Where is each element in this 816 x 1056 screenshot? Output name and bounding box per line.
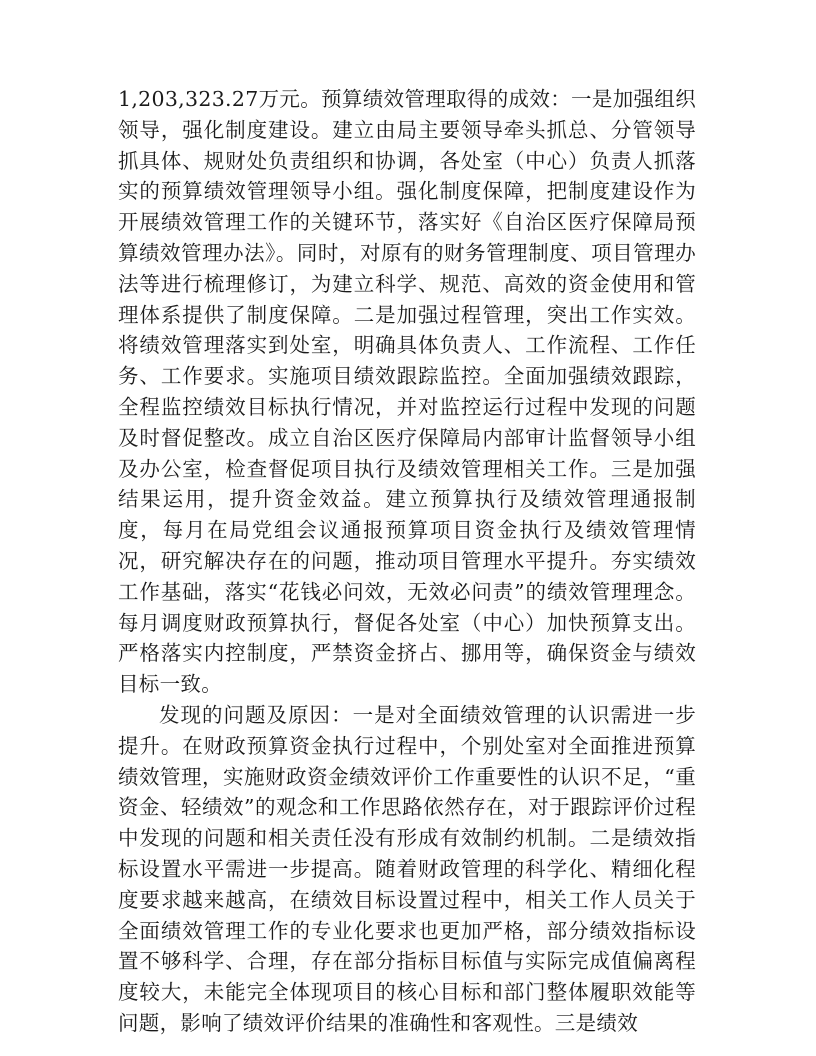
paragraph-problems: 发现的问题及原因：一是对全面绩效管理的认识需进一步提升。在财政预算资金执行过程中，个别处室对全面推进预算绩效管理，实施财政资金绩效评价工作重要性的认识不足，“重资金、轻绩效”的观念和工作思路依然存在，对于跟踪评价过程中发现的问题和相关责任没有形成有效制约机制。二是绩效指标设置水平需进一步提高。随着财政管理的科学化、精细化程度要求越来越高，在绩效目标设置过程中，相关工作人员关于全面绩效管理工作的专业化要求也更加严格，部分绩效指标设置不够科学、合理，存在部分指标目标值与实际完成值偏离程度较大，未能完全体现项目的核心目标和部门整体履职效能等问题，影响了绩效评价结果的准确性和客观性。三是绩效 — [118, 702, 696, 1035]
document-page — [118, 84, 696, 1039]
paragraph-achievements: 1,203,323.27万元。预算绩效管理取得的成效：一是加强组织领导，强化制度建设。建立由局主要领导牵头抓总、分管领导抓具体、规财处负责组织和协调，各处室（中心）负责人抓落实的预算绩效管理领导小组。强化制度保障，把制度建设作为开展绩效管理工作的关键环节，落实好《自治区医疗保障局预算绩效管理办法》。同时，对原有的财务管理制度、项目管理办法等进行梳理修订，为建立科学、规范、高效的资金使用和管理体系提供了制度保障。二是加强过程管理，突出工作实效。将绩效管理落实到处室，明确具体负责人、工作流程、工作任务、工作要求。实施项目绩效跟踪监控。全面加强绩效跟踪，全程监控绩效目标执行情况，并对监控运行过程中发现的问题及时督促整改。成立自治区医疗保障局内部审计监督领导小组及办公室，检查督促项目执行及绩效管理相关工作。三是加强结果运用，提升资金效益。建立预算执行及绩效管理通报制度，每月在局党组会议通报预算项目资金执行及绩效管理情况，研究解决存在的问题，推动项目管理水平提升。夯实绩效工作基础，落实“花钱必问效，无效必问责”的绩效管理理念。每月调度财政预算执行，督促各处室（中心）加快预算支出。严格落实内控制度，严禁资金挤占、挪用等，确保资金与绩效目标一致。 — [118, 87, 696, 697]
